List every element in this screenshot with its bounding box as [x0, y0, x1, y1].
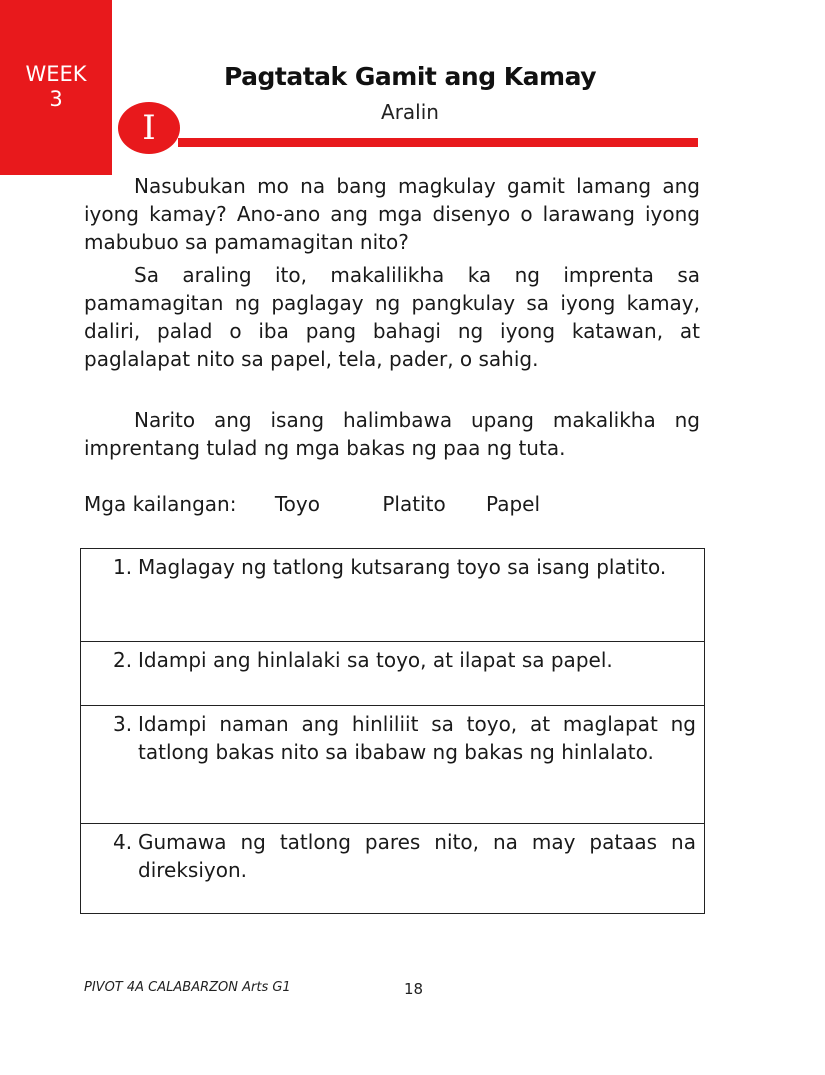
material-item: Platito: [382, 492, 446, 516]
step-number: 2.: [113, 648, 133, 672]
step-row: [81, 549, 704, 642]
intro-paragraph: Nasubukan mo na bang magkulay gamit lamang ang iyong kamay? Ano-ano ang mga disenyo o larawang iyong mabubuo sa pamamagitan nito?: [84, 174, 700, 254]
example-paragraph: Narito ang isang halimbawa upang makalikha ng imprentang tulad ng mga bakas ng paa ng tuta.: [84, 408, 700, 460]
material-item: Toyo: [274, 492, 320, 516]
step-text: Maglagay ng tatlong kutsarang toyo sa isang platito.: [138, 555, 667, 579]
footer-course: PIVOT 4A CALABARZON Arts G1: [84, 980, 291, 995]
week-tab: [0, 0, 112, 175]
material-item: Papel: [486, 492, 541, 516]
step-text: Gumawa ng tatlong pares nito, na may pataas na direksiyon.: [138, 830, 696, 882]
page-subtitle: Aralin: [381, 100, 439, 124]
steps-table: [80, 548, 705, 914]
materials-label: Mga kailangan:: [84, 492, 237, 516]
step-row: [81, 642, 704, 706]
step-row: [81, 824, 704, 913]
step-row: [81, 706, 704, 824]
lesson-paragraph: Sa araling ito, makalilikha ka ng imprenta sa pamamagitan ng paglagay ng pangkulay sa iyong kamay, daliri, palad o iba pang bahagi ng iyong katawan, at paglalapat nito sa papel, tela, pader, o sahig.: [84, 263, 700, 371]
week-number: 3: [49, 87, 63, 111]
step-number: 4.: [113, 830, 133, 854]
section-badge: I: [118, 102, 180, 154]
page-title: Pagtatak Gamit ang Kamay: [223, 62, 596, 91]
step-number: 1.: [113, 555, 133, 579]
page-number: 18: [404, 980, 424, 998]
step-number: 3.: [113, 712, 133, 736]
step-text: Idampi ang hinlalaki sa toyo, at ilapat sa papel.: [138, 648, 613, 672]
materials-line: [84, 490, 540, 518]
step-text: Idampi naman ang hinliliit sa toyo, at maglapat ng tatlong bakas nito sa ibabaw ng bakas ng hinlalato.: [138, 712, 696, 764]
week-label: WEEK: [25, 62, 87, 86]
header-divider: [178, 138, 698, 147]
